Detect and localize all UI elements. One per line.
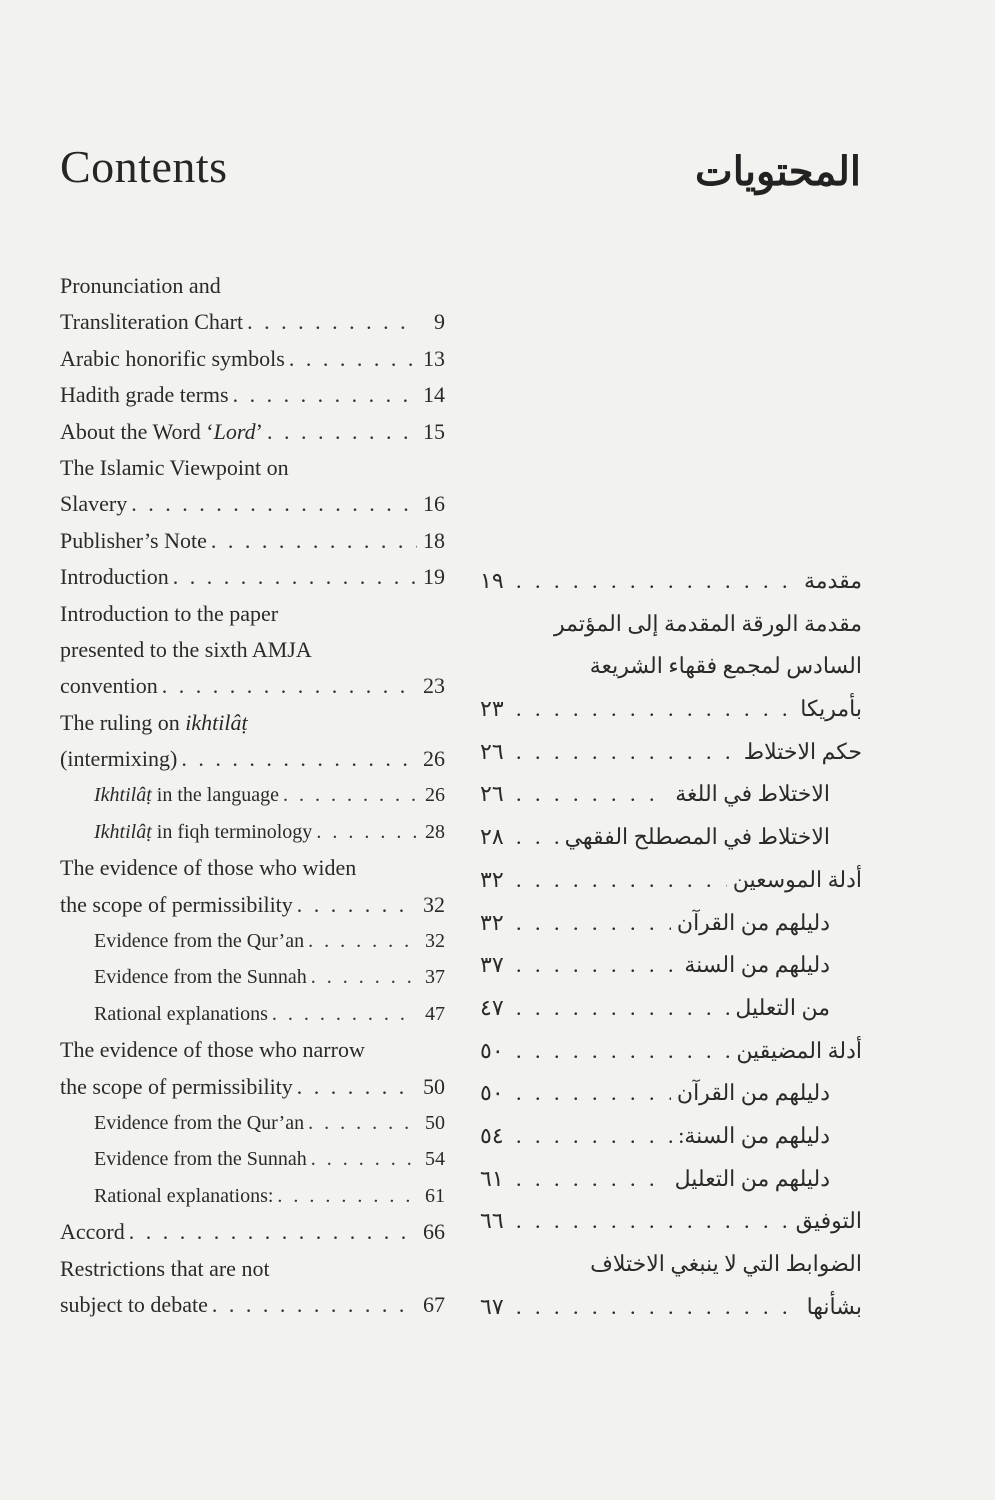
toc-entry-label: The ruling on ikhtilâṭ xyxy=(60,709,248,735)
toc-entry-label: Rational explanations xyxy=(94,1002,268,1025)
english-toc-entry xyxy=(60,341,445,377)
toc-entry-label: مقدمة الورقة المقدمة إلى المؤتمر xyxy=(554,610,862,636)
toc-entry-label: Accord xyxy=(60,1219,125,1245)
toc-page-number: 26 xyxy=(425,784,445,807)
toc-entry-label: التوفيق xyxy=(795,1208,862,1234)
toc-page-number: 50 xyxy=(425,1111,445,1134)
english-toc-entry xyxy=(60,450,445,486)
toc-page-number: 61 xyxy=(425,1184,445,1207)
toc-page-number: 23 xyxy=(423,673,445,699)
english-toc-entry xyxy=(60,814,445,850)
english-toc-entry xyxy=(60,268,445,304)
dot-leader xyxy=(516,987,729,1030)
toc-entry-label: the scope of permissibility xyxy=(60,891,293,917)
toc-entry-label: The evidence of those who narrow xyxy=(60,1037,365,1063)
toc-entry-label: دليلهم من القرآن xyxy=(676,909,830,935)
toc-page-number: ٥٤ xyxy=(480,1122,504,1148)
arabic-toc-entry xyxy=(480,1115,862,1158)
toc-page-number: 32 xyxy=(423,891,445,917)
english-toc-entry xyxy=(60,523,445,559)
dot-leader xyxy=(516,816,559,859)
toc-entry-label: (intermixing) xyxy=(60,746,178,772)
english-toc-entry xyxy=(60,632,445,668)
dot-leader xyxy=(308,1105,417,1141)
english-toc-entry xyxy=(60,414,445,450)
toc-entry-label: Arabic honorific symbols xyxy=(60,345,285,371)
arabic-toc-entry xyxy=(480,731,862,774)
dot-leader xyxy=(267,414,417,450)
toc-english-column xyxy=(60,268,445,1323)
dot-leader xyxy=(516,560,798,603)
toc-page-number: 50 xyxy=(423,1073,445,1099)
arabic-toc-entry xyxy=(480,1158,862,1201)
toc-entry-label: دليلهم من السنة: xyxy=(678,1122,830,1148)
toc-entry-label: Restrictions that are not xyxy=(60,1255,270,1281)
toc-page-number: ١٩ xyxy=(480,568,504,593)
toc-page-number: 13 xyxy=(423,345,445,371)
english-toc-entry xyxy=(60,486,445,522)
toc-entry-label: Slavery xyxy=(60,491,128,517)
toc-page-number: 37 xyxy=(425,966,445,989)
english-toc-entry xyxy=(60,959,445,995)
dot-leader xyxy=(311,1141,417,1177)
toc-page-number: ٣٢ xyxy=(480,866,504,892)
dot-leader xyxy=(516,1200,790,1243)
english-toc-entry xyxy=(60,777,445,813)
english-toc-entry xyxy=(60,1141,445,1177)
arabic-toc-entry xyxy=(480,987,862,1030)
toc-entry-label: الاختلاط في المصطلح الفقهي xyxy=(564,824,830,850)
arabic-toc-entry xyxy=(480,859,862,902)
toc-entry-label: subject to debate xyxy=(60,1291,208,1317)
dot-leader xyxy=(297,1069,417,1105)
dot-leader xyxy=(308,923,417,959)
dot-leader xyxy=(316,814,417,850)
toc-page-number: 28 xyxy=(425,820,445,843)
english-toc-entry xyxy=(60,996,445,1032)
dot-leader xyxy=(516,902,671,945)
dot-leader xyxy=(516,731,738,774)
dot-leader xyxy=(283,777,417,813)
english-toc-entry xyxy=(60,850,445,886)
arabic-toc-entry xyxy=(480,944,862,987)
english-toc-entry xyxy=(60,1214,445,1250)
english-toc-entry xyxy=(60,596,445,632)
toc-page-number: ٦٦ xyxy=(480,1208,504,1234)
toc-page-number: ٢٦ xyxy=(480,781,504,807)
toc-page-number: ٣٧ xyxy=(480,952,504,978)
dot-leader xyxy=(162,668,417,704)
english-toc-entry xyxy=(60,1287,445,1323)
english-toc-entry xyxy=(60,1032,445,1068)
toc-page-number: 54 xyxy=(425,1148,445,1171)
toc-page-number: 47 xyxy=(425,1002,445,1025)
english-toc-entry xyxy=(60,304,445,340)
dot-leader xyxy=(173,559,417,595)
dot-leader xyxy=(516,1072,671,1115)
arabic-toc-entry xyxy=(480,645,862,688)
toc-entry-label: Evidence from the Qur’an xyxy=(94,930,305,953)
english-toc-entry xyxy=(60,923,445,959)
english-toc-entry xyxy=(60,1105,445,1141)
arabic-toc-entry xyxy=(480,1243,862,1286)
toc-entry-label: السادس لمجمع فقهاء الشريعة xyxy=(589,653,862,679)
toc-entry-label: About the Word ‘Lord’ xyxy=(60,418,263,444)
dot-leader xyxy=(516,688,794,731)
dot-leader xyxy=(516,1158,669,1201)
dot-leader xyxy=(516,773,669,816)
toc-entry-label: دليلهم من السنة xyxy=(684,952,830,978)
english-toc-entry xyxy=(60,668,445,704)
english-toc-entry xyxy=(60,705,445,741)
toc-entry-label: Hadith grade terms xyxy=(60,382,229,408)
arabic-toc-entry xyxy=(480,603,862,646)
dot-leader xyxy=(211,523,417,559)
toc-entry-label: دليلهم من التعليل xyxy=(674,1165,830,1191)
english-toc-entry xyxy=(60,887,445,923)
toc-entry-label: دليلهم من القرآن xyxy=(676,1080,830,1106)
dot-leader xyxy=(233,377,417,413)
arabic-toc-entry xyxy=(480,1072,862,1115)
arabic-toc-entry xyxy=(480,1200,862,1243)
contents-title-arabic: المحتويات xyxy=(695,149,861,194)
toc-page-number: 18 xyxy=(423,527,445,553)
arabic-toc-entry xyxy=(480,773,862,816)
dot-leader xyxy=(272,996,417,1032)
toc-page-number: 16 xyxy=(423,491,445,517)
english-toc-entry xyxy=(60,559,445,595)
dot-leader xyxy=(516,944,678,987)
dot-leader xyxy=(131,486,417,522)
toc-entry-label: Publisher’s Note xyxy=(60,527,207,553)
toc-entry-label: حكم الاختلاط xyxy=(743,738,862,764)
toc-entry-label: الاختلاط في اللغة xyxy=(675,781,830,807)
arabic-toc-entry xyxy=(480,816,862,859)
toc-entry-label: الضوابط التي لا ينبغي الاختلاف xyxy=(590,1251,862,1276)
toc-entry-label: the scope of permissibility xyxy=(60,1073,293,1099)
toc-entry-label: أدلة المضيقين xyxy=(736,1037,862,1063)
toc-entry-label: Ikhtilâṭ in fiqh terminology xyxy=(94,820,313,843)
dot-leader xyxy=(212,1287,417,1323)
dot-leader xyxy=(297,887,417,923)
dot-leader xyxy=(516,859,727,902)
toc-entry-label: Ikhtilâṭ in the language xyxy=(94,784,279,807)
toc-entry-label: The evidence of those who widen xyxy=(60,855,357,881)
english-toc-entry xyxy=(60,1069,445,1105)
toc-entry-label: أدلة الموسعين xyxy=(732,866,862,892)
toc-page-number: ٢٦ xyxy=(480,738,504,764)
toc-entry-label: مقدمة xyxy=(803,568,862,593)
toc-page-number: ٤٧ xyxy=(480,994,504,1020)
toc-page-number: 26 xyxy=(423,746,445,772)
contents-title-english: Contents xyxy=(60,141,228,192)
english-toc-entry xyxy=(60,1178,445,1214)
english-toc-entry xyxy=(60,1251,445,1287)
toc-entry-label: Introduction to the paper xyxy=(60,600,279,626)
arabic-toc-entry xyxy=(480,1286,862,1329)
toc-entry-label: Evidence from the Qur’an xyxy=(94,1111,305,1134)
toc-entry-label: convention xyxy=(60,673,158,699)
toc-arabic-column xyxy=(480,560,862,1328)
toc-entry-label: Rational explanations: xyxy=(94,1184,274,1207)
dot-leader xyxy=(277,1178,417,1214)
toc-page-number: ٢٣ xyxy=(480,696,504,722)
toc-page-number: ٢٨ xyxy=(480,824,504,850)
toc-page-number: ٦٧ xyxy=(480,1293,504,1319)
arabic-toc-entry xyxy=(480,560,862,603)
toc-entry-label: بأمريكا xyxy=(800,696,862,722)
toc-page-number: 67 xyxy=(423,1291,445,1317)
dot-leader xyxy=(247,304,417,340)
english-toc-entry xyxy=(60,377,445,413)
toc-entry-label: The Islamic Viewpoint on xyxy=(60,454,289,480)
toc-page-number: 9 xyxy=(434,309,445,335)
toc-entry-label: Introduction xyxy=(60,564,169,590)
toc-page-number: 32 xyxy=(425,930,445,953)
dot-leader xyxy=(129,1214,417,1250)
arabic-toc-entry xyxy=(480,1030,862,1073)
dot-leader xyxy=(311,959,417,995)
toc-entry-label: Pronunciation and xyxy=(60,273,221,298)
english-toc-entry xyxy=(60,741,445,777)
toc-page-number: 15 xyxy=(423,418,445,444)
toc-page-number: ٦١ xyxy=(480,1165,504,1191)
toc-page-number: ٥٠ xyxy=(480,1080,504,1106)
toc-page-number: 14 xyxy=(423,382,445,408)
toc-entry-label: من التعليل xyxy=(735,994,830,1020)
arabic-toc-entry xyxy=(480,688,862,731)
dot-leader xyxy=(516,1286,801,1329)
dot-leader xyxy=(516,1030,730,1073)
toc-page-number: 66 xyxy=(423,1219,445,1245)
toc-entry-label: presented to the sixth AMJA xyxy=(60,636,312,662)
arabic-toc-entry xyxy=(480,902,862,945)
dot-leader xyxy=(289,341,417,377)
toc-page-number: 19 xyxy=(423,564,445,590)
dot-leader xyxy=(181,741,417,777)
toc-page-number: ٥٠ xyxy=(480,1037,504,1063)
toc-entry-label: Evidence from the Sunnah xyxy=(94,1148,307,1171)
dot-leader xyxy=(516,1115,672,1158)
toc-entry-label: بشأنها xyxy=(806,1293,862,1319)
toc-entry-label: Evidence from the Sunnah xyxy=(94,966,307,989)
toc-entry-label: Transliteration Chart xyxy=(60,309,244,335)
toc-page-number: ٣٢ xyxy=(480,909,504,935)
